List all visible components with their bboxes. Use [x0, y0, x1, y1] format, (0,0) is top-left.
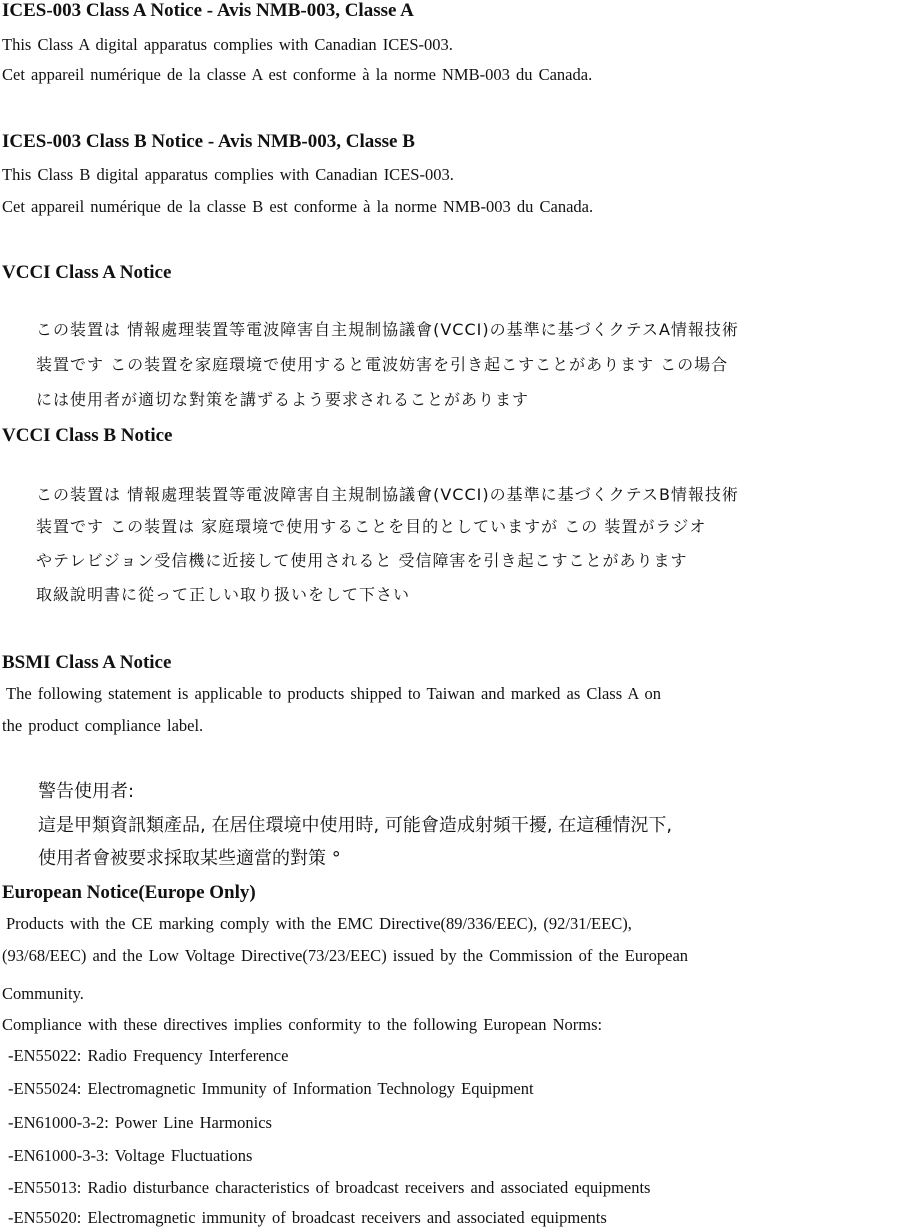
- norm-list-item: -EN55024: Electromagnetic Immunity of Information Technology Equipment: [8, 1079, 534, 1098]
- ices-class-b-french-line: Cet appareil numérique de la classe B est conforme à la norme NMB-003 du Canada.: [2, 197, 594, 216]
- bsmi-class-a-heading: BSMI Class A Notice: [2, 652, 172, 673]
- european-notice-heading: European Notice(Europe Only): [2, 882, 256, 903]
- norm-list-item: -EN55022: Radio Frequency Interference: [8, 1046, 289, 1065]
- vcci-class-a-line: 装置です この装置を家庭環境で使用すると電波妨害を引き起こすことがあります この場合: [36, 355, 729, 374]
- norm-list-item: -EN61000-3-2: Power Line Harmonics: [8, 1113, 272, 1132]
- bsmi-chinese-warning-title: 警告使用者:: [38, 781, 135, 802]
- vcci-class-a-heading: VCCI Class A Notice: [2, 262, 172, 283]
- vcci-class-a-line: には使用者が適切な對策を講ずるよう要求されることがあります: [36, 390, 530, 409]
- european-notice-paragraph-line: Products with the CE marking comply with the EMC Directive(89/336/EEC), (92/31/EEC),: [6, 914, 632, 933]
- ices-class-a-french-line: Cet appareil numérique de la classe A est conforme à la norme NMB-003 du Canada.: [2, 65, 593, 84]
- bsmi-statement-line: the product compliance label.: [2, 716, 204, 735]
- norm-list-item: -EN55020: Electromagnetic immunity of broadcast receivers and associated equipments: [8, 1208, 607, 1227]
- vcci-class-b-line: 装置です この装置は 家庭環境で使用することを目的としていますが この 装置がラジオ: [36, 517, 707, 536]
- compliance-statement: Compliance with these directives implies conformity to the following European Norms:: [2, 1015, 603, 1034]
- vcci-class-b-line: 取級說明書に從って正しい取り扱いをして下さい: [36, 585, 411, 604]
- european-notice-paragraph-line: Community.: [2, 984, 84, 1003]
- bsmi-statement-line: The following statement is applicable to products shipped to Taiwan and marked as Class A on: [6, 684, 661, 703]
- vcci-class-b-heading: VCCI Class B Notice: [2, 425, 173, 446]
- ices-class-b-english-line: This Class B digital apparatus complies with Canadian ICES-003.: [2, 165, 454, 184]
- bsmi-chinese-warning-line: 這是甲類資訊類產品, 在居住環境中使用時, 可能會造成射頻干擾, 在這種情況下,: [38, 815, 673, 836]
- norm-list-item: -EN55013: Radio disturbance characteristics of broadcast receivers and associated equipments: [8, 1178, 651, 1197]
- european-notice-paragraph-line: (93/68/EEC) and the Low Voltage Directive(73/23/EEC) issued by the Commission of the European: [2, 946, 689, 965]
- ices-class-b-heading: ICES-003 Class B Notice - Avis NMB-003, Classe B: [2, 131, 415, 152]
- vcci-class-a-line: この装置は 情報處理装置等電波障害自主規制協議會(VCCI)の基準に基づくクテスA情報技術: [36, 320, 739, 339]
- norm-list-item: -EN61000-3-3: Voltage Fluctuations: [8, 1146, 253, 1165]
- vcci-class-b-line: やテレビジョン受信機に近接して使用されると 受信障害を引き起こすことがあります: [36, 551, 688, 570]
- ices-class-a-english-line: This Class A digital apparatus complies with Canadian ICES-003.: [2, 35, 453, 54]
- vcci-class-b-line: この装置は 情報處理装置等電波障害自主規制協議會(VCCI)の基準に基づくクテスB情報技術: [36, 485, 739, 504]
- bsmi-chinese-warning-line: 使用者會被要求採取某些適當的對策 °: [38, 848, 341, 869]
- ices-class-a-heading: ICES-003 Class A Notice - Avis NMB-003, Classe A: [2, 0, 414, 21]
